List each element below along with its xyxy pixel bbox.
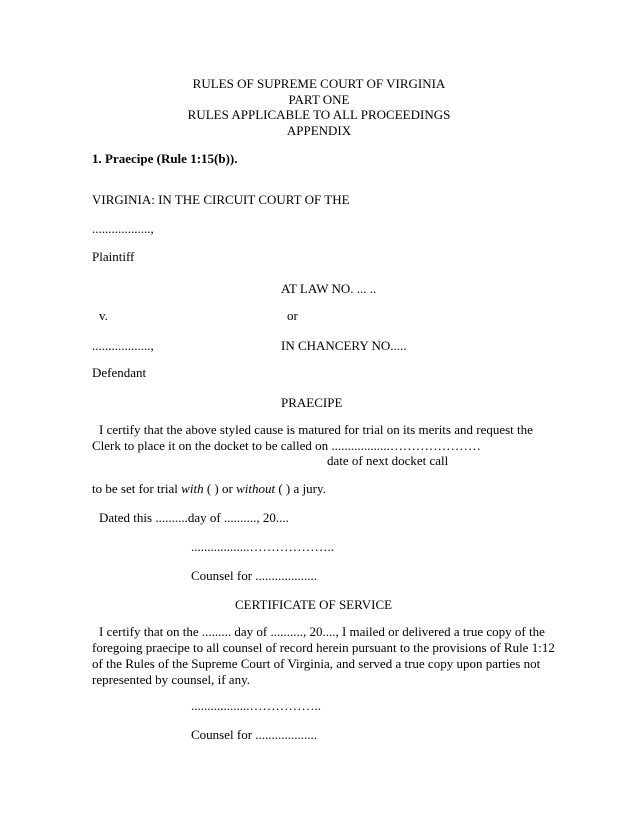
- praecipe-title: PRAECIPE: [281, 395, 343, 410]
- header-line-1: RULES OF SUPREME COURT OF VIRGINIA: [192, 76, 446, 91]
- trial-text: to be set for trial: [92, 481, 178, 496]
- counsel-for-1: Counsel for ...................: [191, 568, 318, 583]
- header-line-2: PART ONE: [288, 92, 350, 107]
- header-line-4: APPENDIX: [286, 123, 352, 138]
- header-line-3: RULES APPLICABLE TO ALL PROCEEDINGS: [187, 107, 451, 122]
- service-line-4: represented by counsel, if any.: [92, 672, 250, 687]
- court-line: VIRGINIA: IN THE CIRCUIT COURT OF THE: [92, 192, 350, 207]
- service-line-3: of the Rules of the Supreme Court of Virginia, and served a true copy upon parties not: [92, 656, 541, 671]
- chancery-number: IN CHANCERY NO.....: [281, 338, 407, 353]
- signature-line-1: ..................………………..: [191, 539, 334, 554]
- or-text: or: [287, 308, 298, 323]
- with-word: with: [181, 481, 204, 496]
- without-word: without: [236, 481, 276, 496]
- plaintiff-label: Plaintiff: [92, 249, 135, 264]
- versus-text: v.: [99, 308, 108, 323]
- service-line-2: foregoing praecipe to all counsel of record herein pursuant to the provisions of Rule 1:12: [92, 640, 555, 655]
- or-choice: ( ) or: [206, 481, 233, 496]
- service-line-1: I certify that on the ......... day of .........., 20...., I mailed or delivered a true copy of the: [99, 624, 545, 639]
- certify-line-2: Clerk to place it on the docket to be called on ..................…………………: [92, 438, 481, 453]
- section-title: 1. Praecipe (Rule 1:15(b)).: [92, 151, 238, 166]
- certify-line-1: I certify that the above styled cause is matured for trial on its merits and request the: [99, 422, 533, 437]
- counsel-for-2: Counsel for ...................: [191, 727, 318, 742]
- defendant-blank: ..................,: [92, 338, 154, 353]
- signature-line-2: ..................……………..: [191, 698, 321, 713]
- plaintiff-blank: ..................,: [92, 221, 154, 236]
- certificate-of-service-title: CERTIFICATE OF SERVICE: [235, 597, 393, 612]
- dated-line: Dated this ..........day of .........., 20....: [99, 510, 289, 525]
- defendant-label: Defendant: [92, 365, 147, 380]
- jury-text: ( ) a jury.: [278, 481, 326, 496]
- at-law-number: AT LAW NO. ... ..: [281, 281, 377, 296]
- certify-line-3: [92, 481, 326, 497]
- docket-call-note: date of next docket call: [327, 453, 449, 468]
